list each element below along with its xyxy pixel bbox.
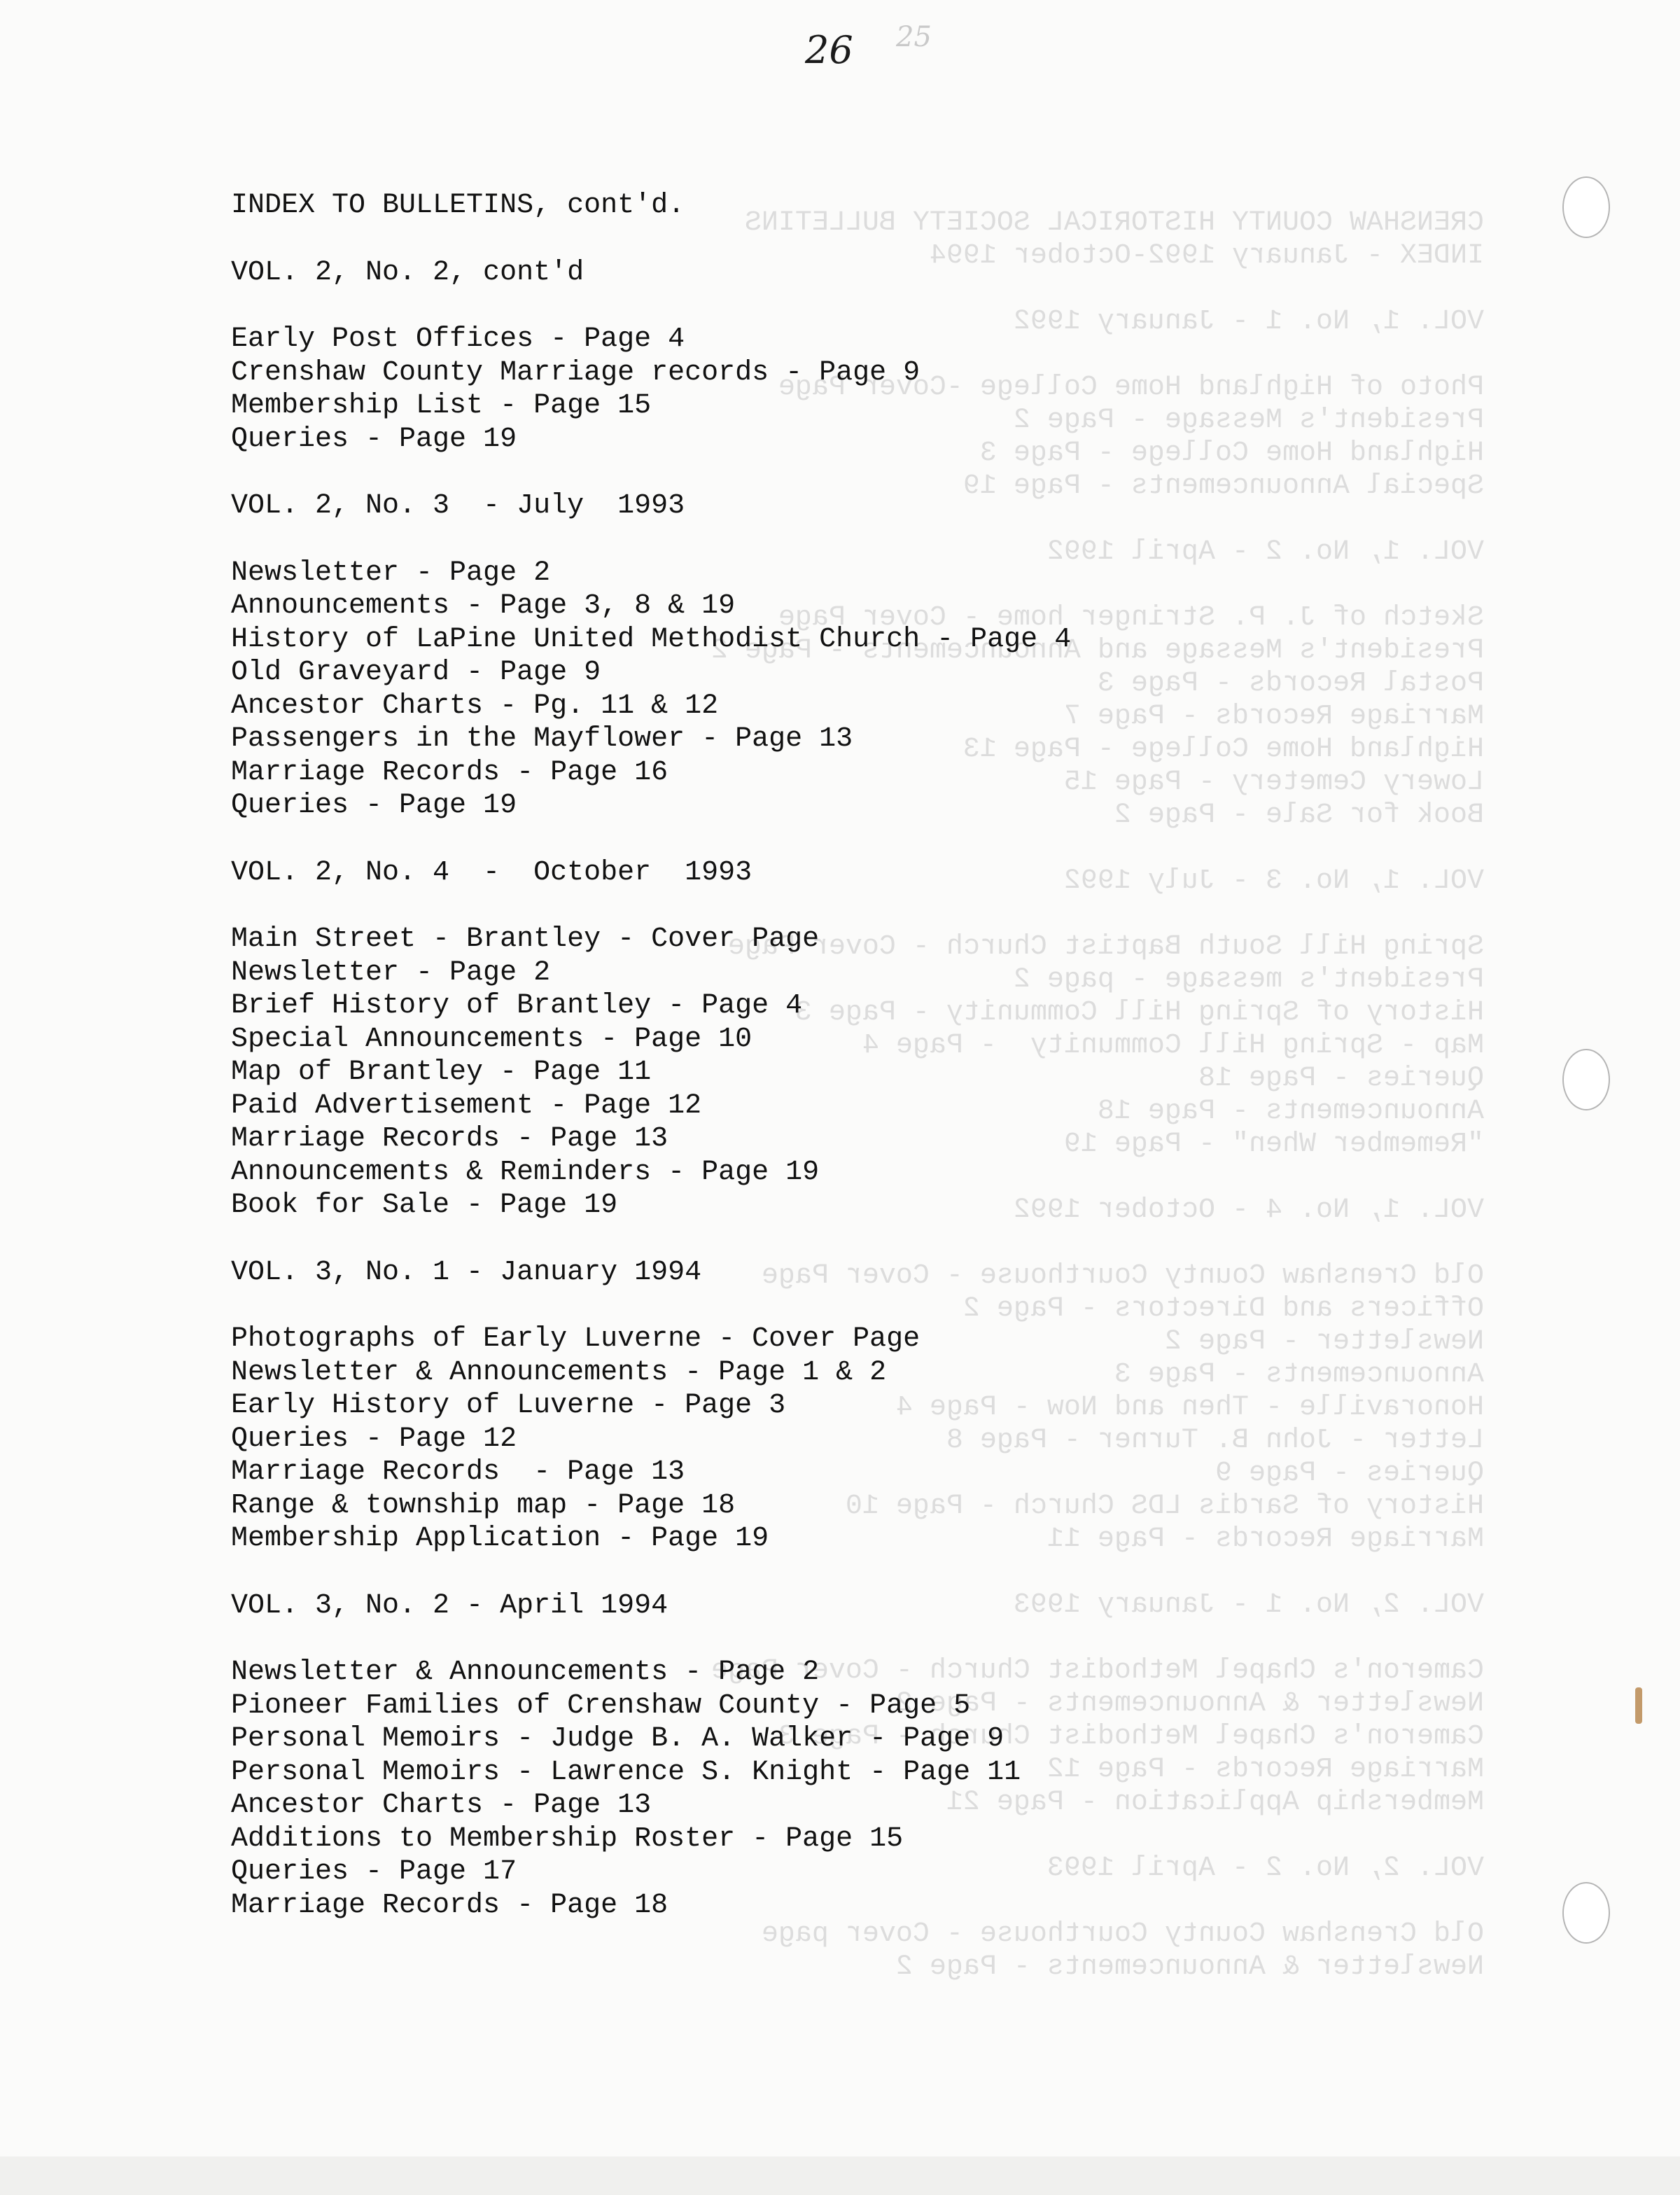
index-entry: Range & township map - Page 18 [231, 1489, 736, 1521]
faint-page-number: 25 [896, 21, 932, 53]
section-title: VOL. 3, No. 2 - April 1994 [231, 1589, 668, 1622]
show-through-line: Highland Home College - Page 13 [962, 734, 1484, 765]
index-entry: Marriage Records - Page 13 [231, 1123, 668, 1155]
show-through-line: Officers and Directors - Page 2 [962, 1293, 1484, 1325]
index-entry: Main Street - Brantley - Cover Page [231, 924, 820, 955]
index-entry: Queries - Page 17 [231, 1856, 517, 1888]
show-through-line: Announcements - Page 3 [1114, 1359, 1484, 1391]
show-through-line: Newsletter & Announcements - Page 2 [895, 1951, 1484, 1983]
show-through-line: Honoraville - Then and Now - Page 4 [895, 1392, 1484, 1423]
show-through-line: Highland Home College - Page 3 [979, 438, 1484, 469]
show-through-line: Old Crenshaw County Courthouse - Cover Page [761, 1260, 1484, 1292]
show-through-line: History of Spring Hill Community - Page 3 [794, 997, 1484, 1029]
section-title: VOL. 2, No. 3 - July 1993 [231, 490, 685, 522]
index-entry: Membership Application - Page 19 [231, 1523, 769, 1554]
show-through-line: Cameron's Chapel Methodist Church - Page 3 [778, 1721, 1484, 1752]
index-entry: Book for Sale - Page 19 [231, 1190, 618, 1221]
show-through-line: VOL. 1, No. 2 - April 1992 [1046, 536, 1484, 568]
show-through-line: Spring Hill South Baptist Church - Cover Page [727, 931, 1484, 963]
page-number: 26 [805, 28, 853, 72]
index-entry: Photographs of Early Luverne - Cover Page [231, 1323, 920, 1355]
index-entry: Additions to Membership Roster - Page 15 [231, 1823, 904, 1855]
show-through-line: VOL. 1, No. 4 - October 1992 [1013, 1194, 1484, 1226]
index-entry: Personal Memoirs - Judge B. A. Walker - Page 9 [231, 1723, 1004, 1755]
punch-hole-top [1562, 176, 1610, 238]
show-through-line: Marriage Records - Page 12 [1046, 1754, 1484, 1785]
show-through-line: Announcements - Page 18 [1097, 1096, 1484, 1127]
show-through-line: "Remember When" - Page 19 [1063, 1129, 1484, 1160]
index-entry: Pioneer Families of Crenshaw County - Page 5 [231, 1689, 971, 1722]
index-entry: Newsletter - Page 2 [231, 557, 551, 589]
section-title: VOL. 2, No. 2, cont'd [231, 256, 584, 288]
show-through-line: Cameron's Chapel Methodist Church - Cover Page [710, 1655, 1484, 1687]
scan-bottom-edge [0, 2156, 1680, 2195]
show-through-line: President's Message - Page 2 [1013, 405, 1484, 436]
index-header: INDEX TO BULLETINS, cont'd. [231, 190, 685, 221]
show-through-line: Queries - Page 9 [1214, 1458, 1484, 1489]
index-entry: Announcements - Page 3, 8 & 19 [231, 590, 736, 622]
paper-stain [1635, 1687, 1642, 1724]
show-through-line: History of Sardis LDS Church - Page 10 [845, 1491, 1484, 1522]
index-entry: History of LaPine United Methodist Church - Page 4 [231, 623, 1072, 655]
index-entry: Passengers in the Mayflower - Page 13 [231, 723, 853, 755]
show-through-line: Marriage Records - Page 11 [1046, 1524, 1484, 1555]
show-through-line: President's message - page 2 [1013, 964, 1484, 996]
punch-hole-middle [1562, 1049, 1610, 1110]
index-sections [231, 256, 1421, 1923]
index-content [231, 189, 1421, 1922]
index-entry: Special Announcements - Page 10 [231, 1023, 752, 1055]
show-through-line: Book for Sale - Page 2 [1114, 800, 1484, 831]
show-through-line: VOL. 2, No. 1 - January 1993 [1013, 1589, 1484, 1621]
show-through-line: VOL. 1, No. 1 - January 1992 [1013, 306, 1484, 337]
show-through-line: Sketch of J. P. Stringer home - Cover Page [778, 602, 1484, 634]
show-through-line: Map - Spring Hill Community - Page 4 [862, 1030, 1484, 1061]
index-entry: Announcements & Reminders - Page 19 [231, 1156, 820, 1188]
punch-hole-bottom [1562, 1882, 1610, 1944]
show-through-line: Letter - John B. Turner - Page 8 [946, 1425, 1484, 1456]
show-through-line: Postal Records - Page 3 [1097, 668, 1484, 699]
index-entry: Marriage Records - Page 18 [231, 1889, 668, 1921]
show-through-line: Special Announcements - Page 19 [962, 471, 1484, 502]
show-through-line: CRENSHAW COUNTY HISTORICAL SOCIETY BULLETINS [744, 207, 1484, 239]
section-title: VOL. 3, No. 1 - January 1994 [231, 1256, 702, 1288]
show-through-line: Marriage Records - Page 7 [1063, 701, 1484, 732]
index-entry: Membership List - Page 15 [231, 390, 652, 421]
show-through-line: VOL. 1, No. 3 - July 1992 [1063, 865, 1484, 897]
section-title: VOL. 2, No. 4 - October 1993 [231, 856, 752, 889]
index-entry: Old Graveyard - Page 9 [231, 657, 601, 688]
show-through-line: Lowery Cemetery - Page 15 [1063, 767, 1484, 798]
index-entry: Ancestor Charts - Pg. 11 & 12 [231, 690, 719, 722]
index-entry: Early History of Luverne - Page 3 [231, 1390, 786, 1421]
index-entry: Marriage Records - Page 13 [231, 1456, 685, 1488]
show-through-line: INDEX - January 1992-October 1994 [929, 240, 1484, 272]
index-entry: Newsletter & Announcements - Page 2 [231, 1657, 820, 1688]
show-through-line: Queries - Page 18 [1198, 1063, 1484, 1094]
index-entry: Queries - Page 19 [231, 790, 517, 821]
index-entry: Paid Advertisement - Page 12 [231, 1089, 702, 1122]
index-entry: Newsletter & Announcements - Page 1 & 2 [231, 1356, 887, 1388]
show-through-line: President's Message and Announcements - Page 2 [710, 635, 1484, 667]
index-entry: Crenshaw County Marriage records - Page 9 [231, 356, 920, 389]
show-through-line: Newsletter - Page 2 [1164, 1326, 1484, 1358]
show-through-line: Newsletter & Announcements - Page 2 [895, 1688, 1484, 1720]
show-through-line: VOL. 2, No. 2 - April 1993 [1046, 1853, 1484, 1884]
index-entry: Brief History of Brantley - Page 4 [231, 990, 803, 1022]
index-entry: Newsletter - Page 2 [231, 956, 551, 989]
show-through-line: Old Crenshaw County Courthouse - Cover page [761, 1918, 1484, 1950]
index-entry: Map of Brantley - Page 11 [231, 1057, 652, 1088]
index-entry: Personal Memoirs - Lawrence S. Knight - Page 11 [231, 1756, 1021, 1788]
index-entry: Marriage Records - Page 16 [231, 756, 668, 788]
show-through-line: Membership Application - Page 21 [946, 1787, 1484, 1818]
show-through-line: Photo of Highland Home College -Cover Page [778, 372, 1484, 403]
index-entry: Queries - Page 12 [231, 1423, 517, 1455]
index-entry: Queries - Page 19 [231, 423, 517, 455]
index-entry: Early Post Offices - Page 4 [231, 323, 685, 355]
index-entry: Ancestor Charts - Page 13 [231, 1790, 652, 1821]
